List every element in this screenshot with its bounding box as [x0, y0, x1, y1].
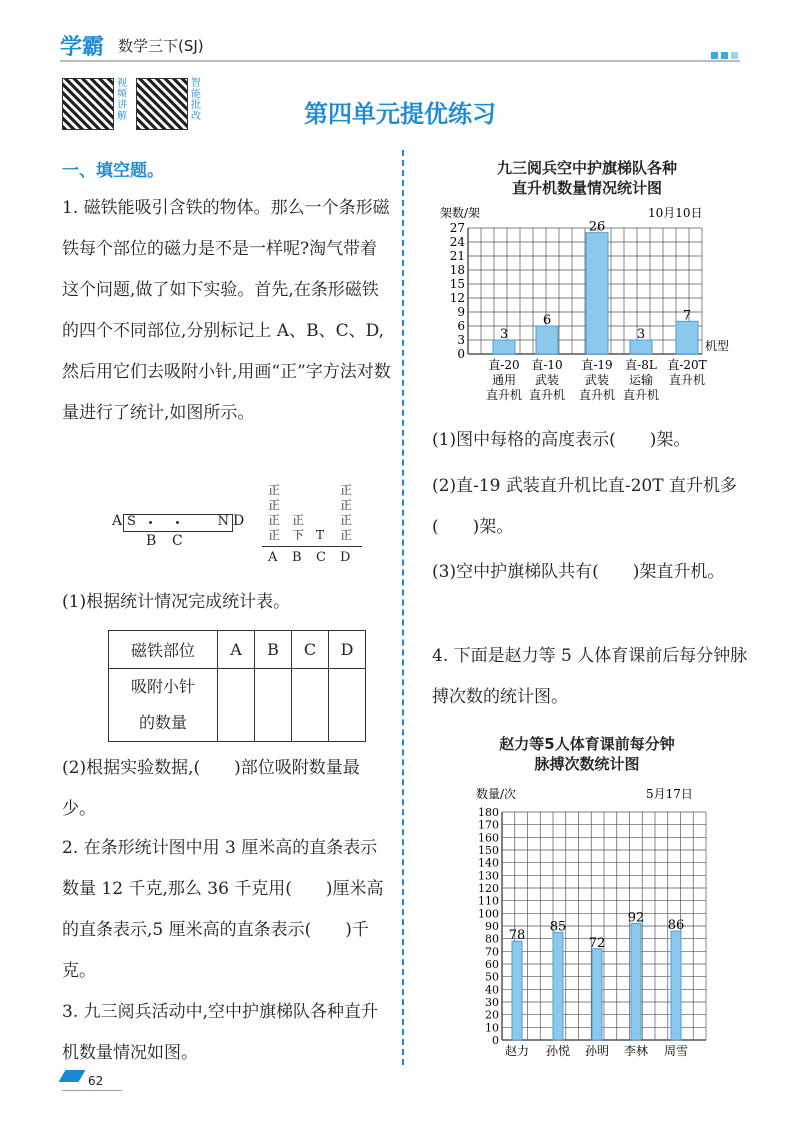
q3-sub2: (2)直-19 武装直升机比直-20T 直升机多( )架。: [432, 476, 737, 537]
magnet-pole-s: S: [127, 514, 136, 529]
bar: [493, 340, 515, 354]
category-label: 直-20: [488, 358, 520, 372]
header-rule: [60, 60, 740, 62]
tally-label: A: [268, 550, 278, 565]
qr-label-video: 视频讲解: [117, 78, 127, 122]
magnet-label-b: B: [146, 533, 157, 549]
y-tick-label: 40: [485, 983, 499, 997]
bar: [631, 923, 641, 1040]
y-tick-label: 24: [449, 235, 465, 249]
table-row-label: [109, 669, 218, 742]
y-tick-label: 160: [478, 831, 499, 845]
page-number: 62: [88, 1074, 104, 1088]
dot-c: [176, 521, 179, 524]
table-header-cell: D: [329, 631, 366, 669]
category-label: 直-10: [531, 358, 563, 372]
category-label: 直-20T: [667, 358, 707, 372]
tally-mark: 正: [292, 513, 305, 527]
y-axis-label: 数量/次: [476, 787, 517, 801]
table-header-cell: 磁铁部位: [109, 631, 218, 669]
tally-chart: [262, 478, 366, 568]
data-label: 72: [588, 935, 606, 951]
y-tick-label: 15: [449, 277, 465, 291]
y-tick-label: 27: [449, 221, 465, 235]
y-tick-label: 9: [457, 305, 465, 319]
data-label: 7: [682, 308, 692, 324]
question-4: [432, 636, 752, 718]
tally-mark: 正: [268, 483, 281, 497]
tally-mark: 正: [268, 513, 281, 527]
tally-label: C: [316, 550, 326, 565]
y-tick-label: 70: [485, 945, 499, 959]
y-tick-label: 3: [457, 333, 465, 347]
row-label-line1: 吸附小针: [130, 677, 195, 696]
chart-date: 10月10日: [648, 206, 703, 220]
y-tick-label: 21: [449, 249, 465, 263]
tally-mark: T: [316, 528, 325, 542]
y-tick-label: 140: [478, 856, 499, 870]
bar: [553, 932, 563, 1040]
table-header-cell: B: [255, 631, 292, 669]
tally-mark: 正: [340, 528, 353, 542]
q3-sub1: (1)图中每格的高度表示( )架。: [432, 430, 691, 450]
q1-sub2: (2)根据实验数据,( )部位吸附数量最少。: [62, 758, 360, 819]
question-number: 2.: [62, 838, 79, 858]
y-tick-label: 130: [478, 869, 499, 883]
bar: [512, 941, 522, 1040]
row-label-line2: 的数量: [138, 713, 187, 732]
chart2-title-line2: 脉搏次数统计图: [534, 755, 640, 773]
y-tick-label: 30: [485, 996, 499, 1009]
dot-b: [149, 521, 152, 524]
data-label: 86: [667, 918, 685, 934]
chart2-title-line1: 赵力等5人体育课前每分钟: [499, 735, 675, 753]
data-label: 92: [627, 910, 645, 926]
pulse-bar-chart: [470, 782, 720, 1068]
question-2: [62, 828, 392, 992]
table-header-cell: C: [292, 631, 329, 669]
category-label: 直升机: [622, 388, 660, 402]
y-tick-label: 20: [485, 1008, 499, 1022]
chart1-title-line1: 九三阅兵空中护旗梯队各种: [496, 159, 677, 177]
y-tick-label: 18: [449, 263, 465, 277]
question-number: 4.: [432, 646, 449, 666]
category-label: 孙明: [584, 1044, 610, 1058]
category-label: 直升机: [668, 373, 706, 387]
data-label: 26: [588, 219, 606, 235]
y-tick-label: 80: [485, 932, 499, 946]
data-label: 3: [636, 327, 646, 342]
tally-mark: 正: [340, 513, 353, 527]
tally-mark: 正: [268, 528, 281, 542]
y-tick-label: 110: [478, 894, 499, 908]
chart1-title: [432, 158, 742, 198]
y-tick-label: 60: [485, 958, 499, 971]
data-label: 78: [508, 928, 526, 944]
category-label: 李林: [623, 1044, 649, 1058]
q3-sub3: (3)空中护旗梯队共有( )架直升机。: [432, 562, 725, 582]
question-text: 九三阅兵活动中,空中护旗梯队各种直升机数量情况如图。: [62, 1002, 379, 1063]
book-subtitle: 数学三下(SJ): [118, 37, 204, 55]
y-tick-label: 10: [485, 1021, 499, 1035]
bar: [671, 931, 681, 1040]
category-label: 运输: [628, 373, 654, 387]
bar: [592, 949, 602, 1040]
data-label: 6: [542, 313, 552, 328]
magnet-label-d: D: [233, 513, 245, 529]
data-label: 85: [549, 919, 567, 935]
section-heading: 一、填空题。: [62, 161, 164, 181]
category-label: 直升机: [528, 388, 566, 402]
category-label: 周雪: [663, 1044, 689, 1058]
y-axis-label: 架数/架: [440, 206, 481, 220]
category-label: 武装: [584, 373, 610, 387]
bar: [676, 321, 698, 354]
question-text: 下面是赵力等 5 人体育课前后每分钟脉搏次数的统计图。: [432, 646, 748, 707]
tally-baseline: [262, 546, 362, 547]
unit-title: 第四单元提优练习: [304, 100, 496, 128]
category-label: 通用: [491, 373, 517, 387]
category-label: 赵力: [504, 1044, 530, 1058]
footer-rule: [62, 1090, 122, 1091]
category-label: 直升机: [578, 388, 616, 402]
tally-label: D: [340, 550, 351, 565]
chart-date: 5月17日: [646, 787, 693, 801]
magnet-label-a: A: [112, 513, 123, 529]
bar: [630, 340, 652, 354]
bar: [586, 233, 608, 354]
y-tick-label: 170: [478, 818, 499, 832]
column-divider: [402, 150, 404, 1065]
answer-cell-a[interactable]: [218, 669, 255, 742]
chart2-title: [432, 734, 742, 774]
brand-logo: 学霸: [60, 35, 105, 60]
data-label: 3: [499, 327, 509, 342]
question-number: 3.: [62, 1002, 79, 1022]
tally-label: B: [292, 550, 302, 565]
question-text: 磁铁能吸引含铁的物体。那么一个条形磁铁每个部位的磁力是不是一样呢?淘气带着这个问题,做了如下实验。首先,在条形磁铁的四个不同部位,分别标记上 A、B、C、D,然后用它们去吸附小针,用画“正”字方法对数量进行了统计,如图所示。: [62, 198, 391, 423]
question-3: [62, 992, 392, 1074]
tally-mark: 正: [340, 498, 353, 512]
y-tick-label: 100: [478, 907, 499, 921]
category-label: 直-19: [581, 358, 613, 372]
question-text: 在条形统计图中用 3 厘米高的直条表示数量 12 千克,那么 36 千克用( )厘米高的直条表示,5 厘米高的直条表示( )千克。: [62, 838, 384, 981]
category-label: 直升机: [485, 388, 523, 402]
category-label: 直-8L: [625, 358, 657, 372]
tally-mark: 下: [292, 528, 305, 542]
y-tick-label: 150: [478, 844, 499, 857]
table-header-cell: A: [218, 631, 255, 669]
y-tick-label: 90: [485, 920, 499, 933]
answer-cell-c[interactable]: [292, 669, 329, 742]
bar-magnet: [123, 514, 233, 532]
y-tick-label: 6: [457, 319, 465, 333]
y-tick-label: 0: [457, 347, 465, 361]
helicopter-bar-chart: [432, 200, 752, 412]
y-tick-label: 180: [478, 806, 499, 819]
y-tick-label: 0: [492, 1034, 499, 1047]
y-tick-label: 50: [485, 970, 499, 984]
answer-cell-d[interactable]: [329, 669, 366, 742]
x-axis-label: 机型: [705, 339, 730, 353]
qr-label-grading: 智能批改: [191, 78, 201, 122]
magnet-pole-n: N: [217, 514, 229, 529]
magnet-label-c: C: [172, 533, 183, 549]
chart1-title-line2: 直升机数量情况统计图: [511, 179, 662, 197]
q1-sub1: (1)根据统计情况完成统计表。: [62, 592, 291, 612]
question-number: 1.: [62, 198, 79, 218]
bar: [536, 326, 558, 354]
y-tick-label: 120: [478, 882, 499, 895]
category-label: 孙悦: [545, 1044, 571, 1058]
category-label: 武装: [534, 373, 560, 387]
stat-table: [108, 630, 366, 742]
question-1: [62, 188, 392, 434]
tally-mark: 正: [340, 483, 353, 497]
answer-cell-b[interactable]: [255, 669, 292, 742]
tally-mark: 正: [268, 498, 281, 512]
y-tick-label: 12: [449, 291, 465, 305]
